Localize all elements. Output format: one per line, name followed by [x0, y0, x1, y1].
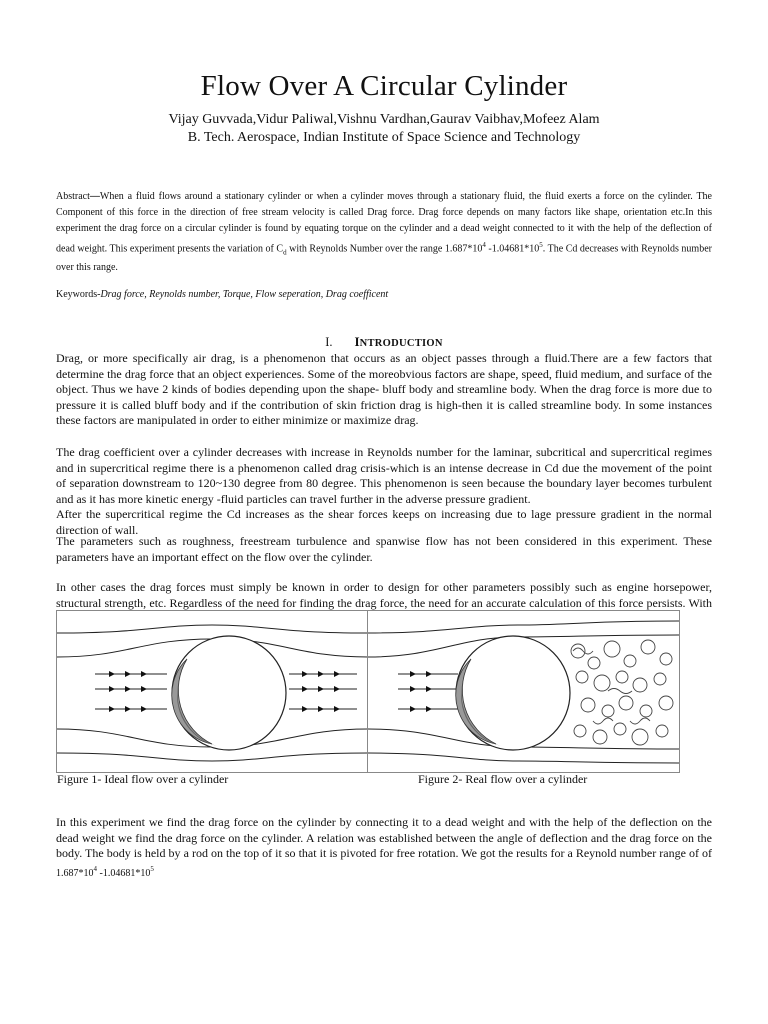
real-flow-diagram: [368, 611, 679, 772]
paper-title: Flow Over A Circular Cylinder: [200, 70, 568, 102]
superscript: 5: [150, 864, 154, 873]
paragraph-text: In this experiment we find the drag force on the cylinder by connecting it to a dead weight and with the help of the deflection on the dead weight we find the drag force on the cylinder. A relation was established between the angle of deflection and the drag force on the body. The body is held by a rod on the top of it so that it is pivoted for free rotation. We got the results for a Reynold number range of of: [56, 815, 712, 860]
affiliation: B. Tech. Aerospace, Indian Institute of Space Science and Technology: [187, 130, 581, 145]
figure-real-flow: [367, 610, 680, 773]
figure-caption: Figure 1- Ideal flow over a cylinder: [57, 772, 229, 786]
abstract-dash: —: [89, 191, 100, 202]
subscript-d: d: [283, 248, 287, 257]
section-title-rest: NTRODUCTION: [359, 338, 443, 349]
abstract-text: -1.04681*10: [485, 243, 540, 255]
section-number: I.: [325, 335, 333, 349]
paragraph: In other cases the drag forces must simply be known in order to design for other parameters possibly such as engine horsepower, structural strength, etc. Regardless of the need for finding the drag force, the need for an accurate calculation of this force persists. With: [56, 580, 712, 610]
abstract-text: . The Cd decreases with Reynolds number over this range.: [56, 243, 712, 274]
figure-caption: Figure 2- Real flow over a cylinder: [418, 772, 588, 786]
ideal-flow-diagram: [57, 611, 368, 772]
paragraph: The parameters such as roughness, freestream turbulence and spanwise flow has not been considered in this experiment. These parameters have an important effect on the flow over the cylinder.: [56, 534, 712, 564]
superscript: 4: [482, 241, 486, 249]
reynolds-range: -1.04681*10: [97, 867, 151, 879]
figure-ideal-flow: [56, 610, 369, 773]
abstract-text: with Reynolds Number over the range 1.687*10: [286, 243, 483, 255]
superscript: 4: [93, 864, 97, 873]
reynolds-range: 1.687*10: [56, 867, 94, 879]
superscript: 5: [539, 241, 543, 249]
author-list: Vijay Guvvada,Vidur Paliwal,Vishnu Vardhan,Gaurav Vaibhav,Mofeez Alam: [168, 112, 600, 127]
section-heading: [0, 334, 768, 350]
paragraph: After the supercritical regime the Cd increases as the shear forces keeps on increasing due to lage pressure gradient in the normal direction of wall.: [56, 507, 712, 537]
abstract-text: When a fluid flows around a stationary cylinder or when a cylinder moves through a stationary fluid, the fluid exerts a force on the cylinder. The Component of this force in the direction of free stream velocity is called Drag force. Drag force depends on many factors like shape, orientation etc.In this experiment the drag force on a circular cylinder is found by equating torque on the cylinder and a dead weight connected to it with the help of the deflection of dead weight. This experiment presents the variation of C: [56, 191, 712, 255]
keywords: [56, 289, 712, 300]
keywords-terms: Drag force, Reynolds number, Torque, Flow seperation, Drag coefficent: [100, 289, 389, 300]
paragraph: Drag, or more specifically air drag, is a phenomenon that occurs as an object passes through a fluid.There are a few factors that determine the drag force that an object experiences. Some of the moreobvious factors are shape, speed, fluid medium, and surface of the object. Thus we have 2 kinds of bodies depending upon the shape- bluff body and streamline body. When the drag force is more due to pressure it is called bluff body and if the contribution of skin friction drag is high-then it is called streamline body. In some instances these factors are manipulated in order to either minimize or maximize drag.: [56, 351, 712, 427]
abstract-label: Abstract: [56, 191, 90, 202]
keywords-label: Keywords-: [56, 289, 101, 300]
paragraph: [56, 815, 712, 881]
abstract: [56, 189, 712, 276]
section-initial: I: [354, 334, 360, 349]
paragraph: The drag coefficient over a cylinder decreases with increase in Reynolds number for the laminar, subcritical and supercritical regimes and in supercritical regime there is a phenomenon called drag crisis-which is an intense decrease in Cd due the movement of the point of separation downstream to 120~130 degree from 80 degree. This phenomenon is seen because the boundary layer becomes turbulent and as it has more kinetic energy -fluid particles can travel further in the adverse pressure gradient.: [56, 445, 712, 506]
